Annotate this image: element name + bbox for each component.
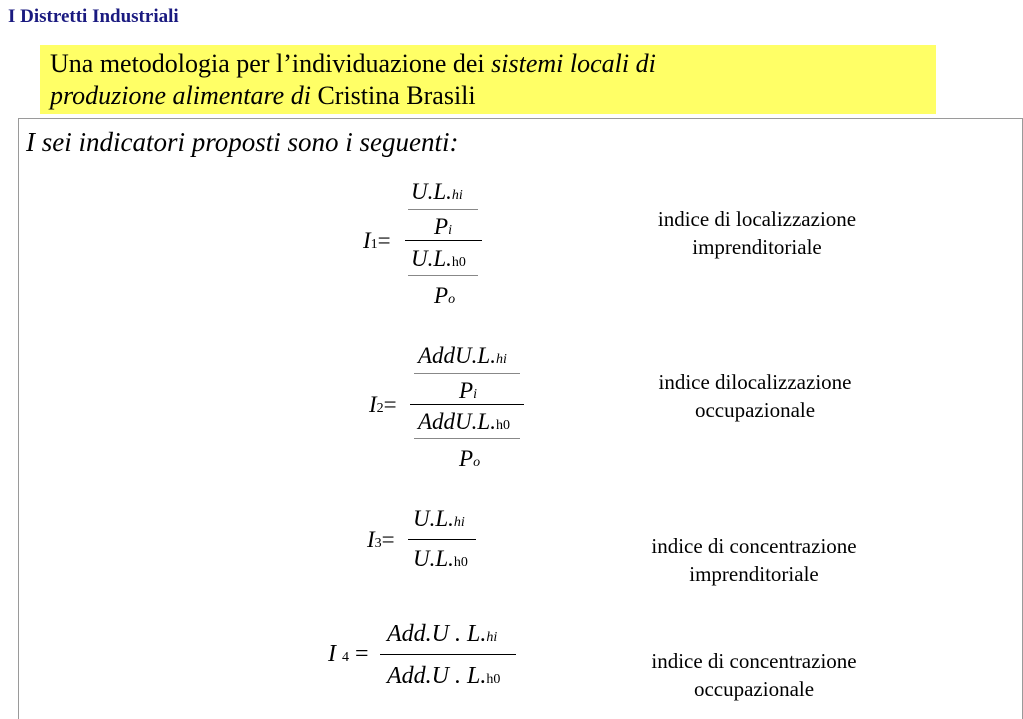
banner-italic-part2: produzione alimentare di: [50, 81, 311, 110]
formula-4-fraction-bar: [380, 654, 516, 655]
banner-text-part1: Una metodologia per l’individuazione dei: [50, 49, 492, 78]
indicator-2-description: indice dilocalizzazione occupazionale: [658, 370, 852, 422]
formula-2-lhs: I2=: [369, 392, 397, 417]
formula-1-lhs: I1=: [363, 228, 391, 253]
formula-2-subline-bottom: [414, 438, 520, 439]
formula-2-den-bottom: Po: [459, 446, 481, 471]
formula-3-fraction-bar: [408, 539, 476, 540]
title-banner: [40, 45, 936, 114]
formula-4-lhs: I 4 =: [328, 641, 369, 667]
formula-1-den-top: U.L.h0: [411, 246, 466, 271]
formula-2-num-bottom: Pi: [459, 378, 477, 403]
formula-2-subline-top: [414, 373, 520, 374]
formula-3-denominator: U.L.h0: [413, 546, 468, 571]
banner-title: [50, 48, 910, 112]
banner-italic-part1: sistemi locali di: [491, 49, 656, 78]
formula-3-numerator: U.L.hi: [413, 506, 465, 531]
indicator-3-description: indice di concentrazione imprenditoriale: [651, 534, 857, 586]
section-header: I Distretti Industriali: [8, 6, 179, 27]
formula-2-den-top: AddU.L.h0: [418, 409, 510, 434]
indicator-1-description: indice di localizzazione imprenditoriale: [657, 207, 857, 259]
formula-1-subline-top: [408, 209, 478, 210]
indicator-4-description: indice di concentrazione occupazionale: [651, 649, 857, 701]
formula-4-denominator: Add.U . L.h0: [387, 663, 501, 689]
formula-1-fraction-bar: [405, 240, 482, 241]
formula-1-den-bottom: Po: [434, 283, 456, 308]
formula-4-numerator: Add.U . L.hi: [387, 621, 498, 647]
formula-1-num-top: U.L.hi: [411, 179, 463, 204]
formula-3-lhs: I3=: [367, 527, 395, 552]
banner-author: Cristina Brasili: [310, 81, 476, 110]
formula-1-subline-bottom: [408, 275, 478, 276]
formula-2-fraction-bar: [410, 404, 524, 405]
formula-1-num-bottom: Pi: [434, 214, 452, 239]
intro-text: I sei indicatori proposti sono i seguenti:: [26, 127, 459, 157]
formula-2-num-top: AddU.L.hi: [418, 343, 507, 368]
